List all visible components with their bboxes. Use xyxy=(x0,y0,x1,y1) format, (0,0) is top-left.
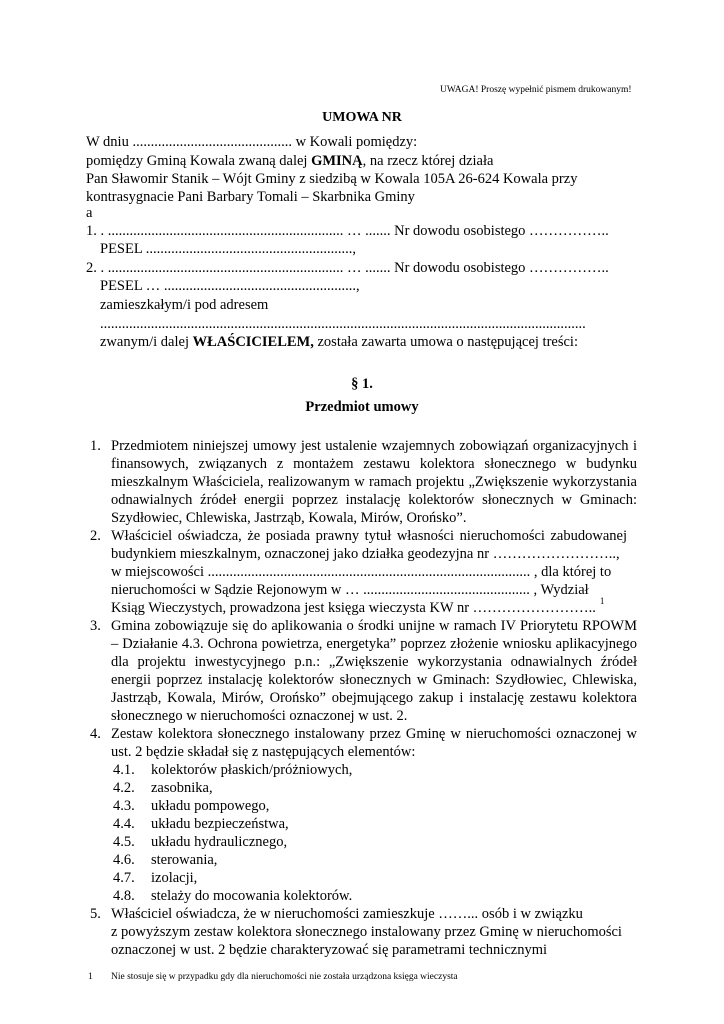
item-3-line-4: energii poprzez instalację kolektorów słonecznych w Gminach: Szydłowiec, Chlewiska, xyxy=(111,672,637,688)
gmina-bold: GMINĄ xyxy=(311,153,363,169)
item-1-line-4: odnawialnych źródeł energii poprzez instalację kolektorów słonecznych w Gminach: xyxy=(111,492,637,508)
owner-bold: WŁAŚCICIELEM, xyxy=(192,334,314,350)
intro-gmina-line xyxy=(86,153,493,170)
intro-skarbnik-line: kontrasygnacie Pani Barbary Tomali – Skarbnika Gminy xyxy=(86,189,415,205)
sub-item-number: 4.3. xyxy=(113,798,135,814)
owner-line xyxy=(100,334,578,351)
item-1-line-3: mieszkalnym Właściciela, realizowanym w ramach projektu „Zwiększenie wykorzystania xyxy=(111,474,637,490)
sub-item-number: 4.5. xyxy=(113,834,135,850)
section-number: § 1. xyxy=(351,376,373,392)
item-5-line-2: z powyższym zestaw kolektora słonecznego instalowany przez Gminę w nieruchomości xyxy=(111,924,622,940)
footnote-text: Nie stosuje się w przypadku gdy dla nieruchomości nie została urządzona księga wieczysta xyxy=(111,972,458,982)
item-3-line-2: – Działanie 4.3. Ochrona powietrza, energetyka” poprzez złożenie wniosku aplikacyjnego xyxy=(111,636,637,652)
sub-item-text: układu pompowego, xyxy=(151,798,270,814)
section-title: Przedmiot umowy xyxy=(305,399,419,415)
item-3-line-5: Jastrząb, Kowala, Mirów, Orońsko” obejmującego zakup i instalację zestawu kolektora xyxy=(111,690,637,706)
item-4-number: 4. xyxy=(90,726,101,742)
sub-item-text: sterowania, xyxy=(151,852,218,868)
item-4-line-1: Zestaw kolektora słonecznego instalowany przez Gminę w nieruchomości oznaczonej w xyxy=(111,726,637,742)
item-2-line-2: budynkiem mieszkalnym, oznaczonej jako działka geodezyjna nr …………………….., xyxy=(111,546,620,562)
item-2-line-5 xyxy=(111,596,605,617)
item-1-number: 1. xyxy=(90,438,101,454)
item-5-line-3: oznaczonej w ust. 2 będzie charakteryzować się parametrami technicznymi xyxy=(111,942,547,958)
item-2-line-1: Właściciel oświadcza, że posiada prawny tytuł własności nieruchomości zabudowanej xyxy=(111,528,627,544)
item-4-line-2: ust. 2 będzie składał się z następujących elementów: xyxy=(111,744,416,760)
sub-item-text: izolacji, xyxy=(151,870,198,886)
item-2-line-3: w miejscowości ......................................................................................... , dla której to xyxy=(111,564,612,580)
item-2-number: 2. xyxy=(90,528,101,544)
party-1-pesel: PESEL ........................................................., xyxy=(100,241,357,257)
item-5-number: 5. xyxy=(90,906,101,922)
sub-item-number: 4.6. xyxy=(113,852,135,868)
sub-item-number: 4.2. xyxy=(113,780,135,796)
footnote-marker: 1 xyxy=(599,596,605,606)
item-2-line-4: nieruchomości w Sądzie Rejonowym w … .............................................. , Wydział xyxy=(111,582,589,598)
sub-item-text: układu bezpieczeństwa, xyxy=(151,816,289,832)
sub-item-number: 4.8. xyxy=(113,888,135,904)
intro-gmina-text: pomiędzy Gminą Kowala zwaną dalej xyxy=(86,153,312,169)
item-1-line-2: finansowych, związanych z montażem zestawu kolektora słonecznego w budynku xyxy=(111,456,637,472)
item-3-line-6: słonecznego w nieruchomości oznaczonej w ust. 2. xyxy=(111,708,408,724)
party-2-pesel: PESEL … ....................................................., xyxy=(100,278,360,294)
contract-title: UMOWA NR xyxy=(322,110,402,125)
sub-item-text: stelaży do mocowania kolektorów. xyxy=(151,888,353,904)
sub-item-number: 4.7. xyxy=(113,870,135,886)
item-5-line-1: Właściciel oświadcza, że w nieruchomości zamieszkuje ……... osób i w związku xyxy=(111,906,583,922)
item-1-line-1: Przedmiotem niniejszej umowy jest ustalenie wzajemnych zobowiązań organizacyjnych i xyxy=(111,438,637,454)
intro-a-line: a xyxy=(86,205,93,221)
item-3-number: 3. xyxy=(90,618,101,634)
item-2-line-5-text: Ksiąg Wieczystych, prowadzona jest księga wieczysta KW nr …………………….. xyxy=(111,600,596,616)
sub-item-text: zasobnika, xyxy=(151,780,213,796)
intro-date-line: W dniu ............................................ w Kowali pomiędzy: xyxy=(86,134,418,150)
party-2-line: 2. . ................................................................. … ....... Nr dowodu osobistego …………….. xyxy=(86,260,609,276)
sub-item-text: kolektorów płaskich/próżniowych, xyxy=(151,762,353,778)
address-dots: ...................................................................................................................................... xyxy=(100,316,586,332)
intro-gmina-text-end: , na rzecz której działa xyxy=(362,153,494,169)
address-label: zamieszkałym/i pod adresem xyxy=(100,297,269,313)
fill-notice: UWAGA! Proszę wypełnić pismem drukowanym! xyxy=(440,85,632,95)
item-3-line-1: Gmina zobowiązuje się do aplikowania o środki unijne w ramach IV Priorytetu RPOWM xyxy=(111,618,637,634)
item-3-line-3: dla projektu inwestycyjnego p.n.: „Zwiększenie wykorzystania odnawialnych źródeł xyxy=(111,654,637,670)
item-1-line-5: Szydłowiec, Chlewiska, Jastrząb, Kowala, Mirów, Orońsko”. xyxy=(111,510,467,526)
footnote-number: 1 xyxy=(88,972,93,982)
owner-text-end: została zawarta umowa o następującej treści: xyxy=(313,334,578,350)
sub-item-text: układu hydraulicznego, xyxy=(151,834,288,850)
owner-text: zwanym/i dalej xyxy=(100,334,193,350)
intro-wojt-line: Pan Sławomir Stanik – Wójt Gminy z siedzibą w Kowala 105A 26-624 Kowala przy xyxy=(86,171,578,187)
sub-item-number: 4.1. xyxy=(113,762,135,778)
sub-item-number: 4.4. xyxy=(113,816,135,832)
party-1-line: 1. . ................................................................. … ....... Nr dowodu osobistego …………….. xyxy=(86,223,609,239)
